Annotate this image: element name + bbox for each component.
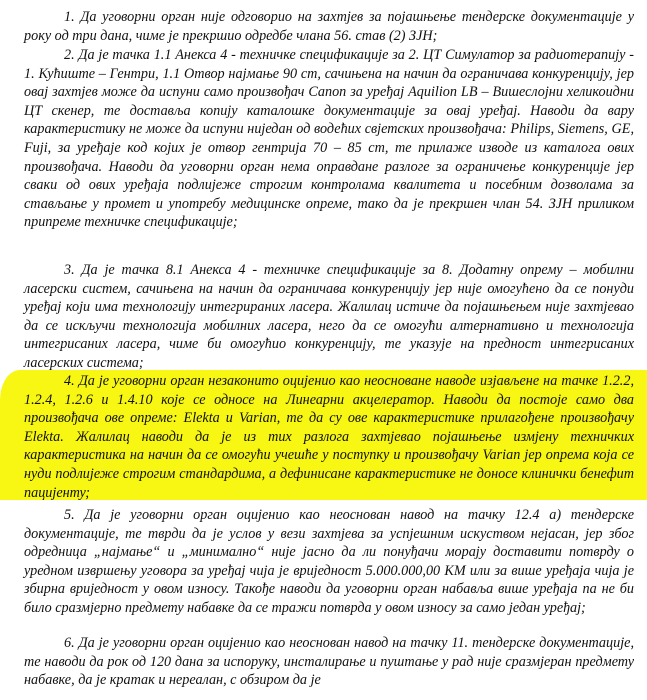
- paragraph-5: 5. Да је уговорни орган оцијенио као неоснован навод на тачку 12.4 а) тендерске документације, те тврди да је услов у вези захтјева за успјешним искуством нејасан, јер због одредница „најмање“ и „минимално“ није јасно да ли понуђачи морају доставити потврду о уредном извршењу уговора за уређај чија је вриједност 5.000.000,00 КМ или за више уређаја чија је збирна вриједност у овом износу. Такође наводи да уговорни орган набавља више уређаја па не би било сразмјерно предмету набавке да се тражи потврда у овом износу за само један уређај;: [24, 507, 634, 616]
- paragraph-1: 1. Да уговорни орган није одговорио на захтјев за појашњење тендерске документације у року од три дана, чиме је прекршио одредбе члана 56. став (2) ЗЈН;: [24, 9, 634, 44]
- paragraph-3: 3. Да је тачка 8.1 Анекса 4 - техничке спецификације за 8. Додатну опрему – мобилни ласерски систем, сачињена на начин да ограничава конкуренцију јер није омогућено да се понуди уређај који има технологију интегрираних ласера. Жалилац истиче да појашњењем није захтјевао да се искључи технологија мобилних ласера, него да се омогући алтернативно и технологија интегрисаних ласера, чиме би омогућио конкуренцију, те указује на предност интегрисаних ласерских система;: [24, 262, 634, 371]
- paragraph-4-highlighted: 4. Да је уговорни орган незаконито оцијенио као неосноване наводе изјављене на тачке 1.2.2, 1.2.4, 1.2.6 и 1.4.10 које се односе на Линеарни акцелератор. Наводи да постоје само два произвођача ове опреме: Elekta и Varian, те да су ове карактеристике прилагођене произвођачу Elekta. Жалилац наводи да је из тих разлога захтјевао појашњење измјену техничких карактеристика на начин да се омогући учешће у поступку и произвођачу Varian јер опрема која се нуди подлијеже строгим стандардима, а дефинисане карактеристике не доносе клинички бенефит пацијенту;: [24, 373, 634, 501]
- paragraph-6: 6. Да је уговорни орган оцијенио као неоснован навод на тачку 11. тендерске документације, те наводи да рок од 120 дана за испоруку, инсталирање и пуштање у рад није сразмјеран предмету набавке, да је кратак и нереалан, с обзиром да је: [24, 635, 634, 689]
- paragraph-2: 2. Да је тачка 1.1 Анекса 4 - техничке спецификације за 2. ЦТ Симулатор за радиотерапију - 1. Кућиште – Гентри, 1.1 Отвор најмање 90 cm, сачињена на начин да ограничава конкуренцију, јер овај захтјев може да испуни само произвођач Canon за уређај Aquilion LB – Вишеслојни хеликоидни ЦТ скенер, те доставља копију каталошке документације за овај уређај. Наводи да вару карактеристику не може да испуни ниједан од водећих свјетских произвођача: Philips, Siemens, GE, Fuji, за уређаје код којих је отвор гентрија 70 – 85 cm, те прилаже изводе из каталога ових произвођача. Наводи да уговорни орган нема оправдане разлоге за ограничење конкуренције јер сваки од ових уређаја подлијеже строгим контролама квалитета и посебним дозволама за стављање у промет и употребу медицинске опреме, тако да је прекршен члан 54. ЗЈН приликом припреме техничке спецификације;: [24, 47, 634, 231]
